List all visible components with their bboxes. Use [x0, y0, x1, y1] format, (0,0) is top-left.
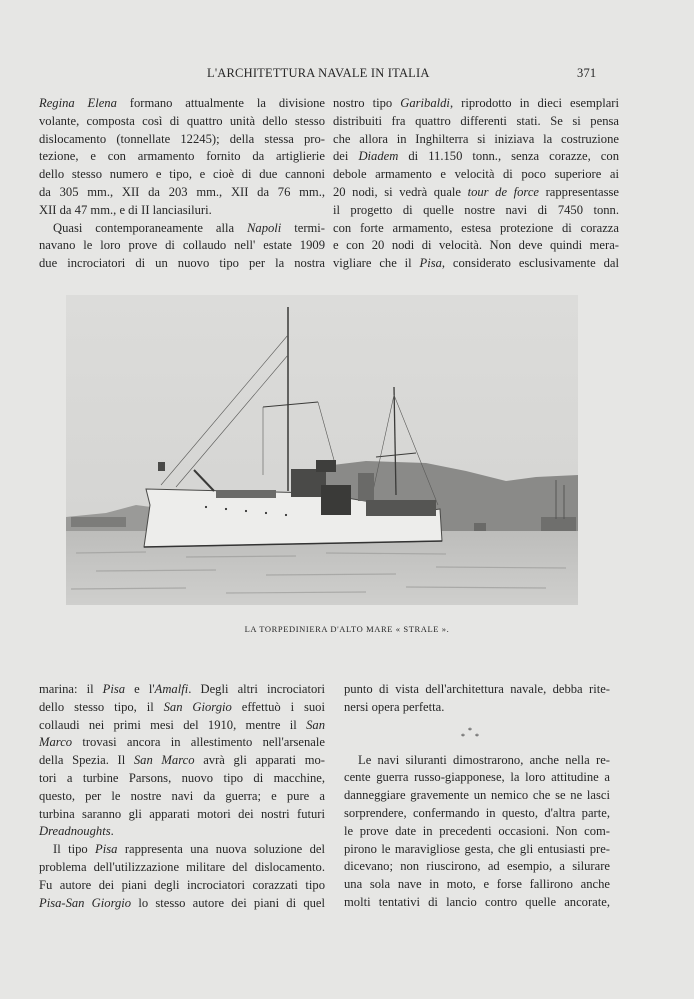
text-line: dello stesso numero e tipo, e cioè di due cannoni: [39, 167, 325, 182]
text-line: Dreadnoughts.: [39, 824, 114, 839]
text-line: distribuiti fra quattro differenti stati. Se si pensa: [333, 113, 619, 128]
text-line: danneggiare gravemente un nemico che se ne lasci: [344, 788, 610, 803]
text-line: dislocamento (tonnellate 12245); della stessa pro-: [39, 131, 325, 146]
text-line: volante, composta così di quattro unità dello stesso: [39, 113, 325, 128]
text-line: debole armamento e velocità di poco superiore ai: [333, 167, 619, 182]
text-line: sorprendere, confermando in questo, d'altra parte,: [344, 805, 610, 820]
text-line: e con 20 nodi di velocità. Non deve quindi mera-: [333, 238, 619, 253]
text-line: con forte armamento, estesa protezione di corazza: [333, 220, 619, 235]
section-break-asterism: [344, 717, 610, 752]
text-line: Quasi contemporaneamente alla Napoli termi-: [53, 220, 326, 235]
text-line: nostro tipo Garibaldi, riprodotto in dieci esemplari: [333, 96, 620, 110]
text-line: due incrociatori di un nuovo tipo per la nostra: [39, 256, 325, 271]
text-line: il progetto di quelle nostre navi di 7450 tonn.: [333, 202, 619, 217]
top-right-column: [333, 95, 619, 273]
text-line: navano le loro prove di collaudo nell' estate 1909: [39, 238, 325, 253]
running-title: L'ARCHITETTURA NAVALE IN ITALIA: [207, 66, 430, 80]
text-line: nersi opera perfetta.: [344, 699, 445, 714]
asterisk-icon: *: [475, 731, 479, 741]
bottom-right-column: [344, 681, 610, 912]
text-line: molti tentativi di lancio contro quelle ancorate,: [344, 894, 610, 909]
text-line: dicevano; non riuscirono, ad esempio, a silurare: [344, 859, 610, 874]
text-line: Le navi siluranti dimostrarono, anche nella re-: [358, 752, 610, 767]
text-line: pirono le maravigliose gesta, che gli entusiasti pre-: [344, 841, 610, 856]
text-line: turbina saranno gli apparati motori dei nostri futuri: [39, 806, 325, 821]
text-line: le prove date in precedenti occasioni. Non com-: [344, 823, 610, 838]
text-line: XII da 47 mm., e di II lanciasiluri.: [39, 202, 212, 217]
text-line: da 305 mm., XII da 203 mm., XII da 76 mm.,: [39, 184, 325, 199]
text-line: collaudi nei primi mesi del 1910, mentre il San: [39, 717, 325, 732]
text-line: Pisa-San Giorgio lo stesso autore dei piani di quel: [39, 895, 325, 910]
text-line: dei Diadem di 11.150 tonn., senza corazze, con: [333, 149, 619, 164]
ship-photo-illustration: [66, 295, 578, 605]
text-line: tori a turbine Parsons, nuovo tipo di macchine,: [39, 770, 325, 785]
asterisk-icon: *: [461, 731, 465, 741]
text-line: Regina Elena formano attualmente la divisione: [39, 96, 325, 110]
text-line: Fu autore dei piani degli incrociatori corazzati tipo: [39, 877, 325, 892]
text-line: della Spezia. Il San Marco avrà gli apparati mo-: [39, 753, 325, 768]
text-line: Il tipo Pisa rappresenta una nuova soluzione del: [53, 842, 325, 857]
text-line: che allora in Inghilterra si iniziava la costruzione: [333, 131, 619, 146]
text-line: dello stesso tipo, il San Giorgio effettuò i suoi: [39, 699, 325, 714]
text-line: una sola nave in moto, e forse fallirono anche: [344, 877, 610, 892]
text-line: punto di vista dell'architettura navale, debba rite-: [344, 682, 610, 696]
text-line: marina: il Pisa e l'Amalfi. Degli altri incrociatori: [39, 682, 325, 696]
running-head: [0, 66, 694, 82]
text-line: cente guerra russo-giapponese, la loro attitudine a: [344, 770, 610, 785]
text-line: questo, per le nostre navi da guerra; e pure a: [39, 788, 325, 803]
text-line: vigliare che il Pisa, considerato esclusivamente dal: [333, 256, 619, 271]
asterisk-icon: *: [468, 725, 472, 735]
text-line: problema dell'utilizzazione militare del dislocamento.: [39, 859, 325, 874]
text-line: Marco trovasi ancora in allestimento nell'arsenale: [39, 735, 325, 750]
figure-caption: LA TORPEDINIERA D'ALTO MARE « STRALE ».: [244, 624, 450, 634]
bottom-left-column: [39, 681, 325, 912]
torpedo-boat-photo: [66, 295, 578, 605]
text-line: tezione, e con armamento fornito da artiglierie: [39, 149, 325, 164]
text-line: 20 nodi, si vedrà quale tour de force rappresentasse: [333, 184, 620, 199]
page-number: 371: [577, 66, 597, 80]
top-left-column: [39, 95, 325, 273]
